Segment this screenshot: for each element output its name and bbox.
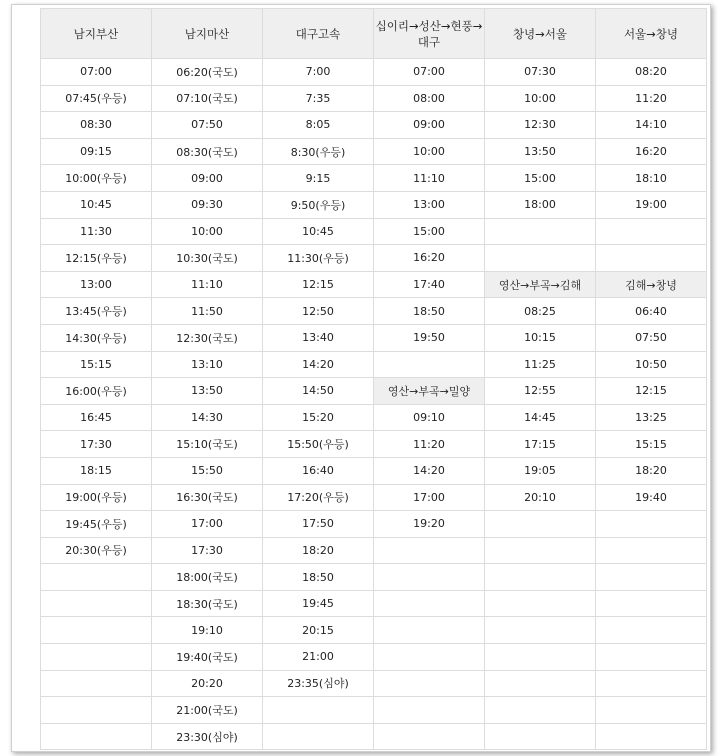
time-cell: 15:15 — [41, 351, 152, 378]
empty-cell — [41, 564, 152, 591]
header-row — [41, 9, 707, 59]
time-cell: 19:40 — [596, 484, 707, 511]
subheader-gimhae-changnyeong: 김해→창녕 — [596, 271, 707, 298]
time-cell: 11:30(우등) — [263, 245, 374, 272]
time-cell: 17:30 — [41, 431, 152, 458]
time-cell: 07:00 — [374, 59, 485, 86]
time-cell: 08:30(국도) — [152, 138, 263, 165]
empty-cell — [596, 723, 707, 750]
table-row — [41, 218, 707, 245]
table-row — [41, 324, 707, 351]
table-row — [41, 298, 707, 325]
time-cell: 08:30 — [41, 112, 152, 139]
time-cell: 09:10 — [374, 404, 485, 431]
time-cell: 12:15 — [263, 271, 374, 298]
time-cell: 15:50(우등) — [263, 431, 374, 458]
time-cell: 18:15 — [41, 457, 152, 484]
subheader-yeongsan-gimhae: 영산→부곡→김해 — [485, 271, 596, 298]
empty-cell — [485, 564, 596, 591]
time-cell: 19:50 — [374, 324, 485, 351]
timetable-body — [41, 59, 707, 750]
empty-cell — [596, 617, 707, 644]
time-cell: 14:30 — [152, 404, 263, 431]
time-cell: 19:40(국도) — [152, 644, 263, 671]
empty-cell — [485, 723, 596, 750]
empty-cell — [374, 644, 485, 671]
bus-timetable — [40, 8, 707, 750]
empty-cell — [263, 697, 374, 724]
table-row — [41, 457, 707, 484]
time-cell: 14:45 — [485, 404, 596, 431]
table-row — [41, 165, 707, 192]
table-row — [41, 484, 707, 511]
time-cell: 17:50 — [263, 511, 374, 538]
time-cell: 20:10 — [485, 484, 596, 511]
time-cell: 19:10 — [152, 617, 263, 644]
time-cell: 15:15 — [596, 431, 707, 458]
time-cell: 18:00(국도) — [152, 564, 263, 591]
col-header-sibiri-daegu: 십이리→성산→현풍→대구 — [374, 9, 485, 59]
time-cell: 13:00 — [41, 271, 152, 298]
time-cell: 9:15 — [263, 165, 374, 192]
empty-cell — [374, 723, 485, 750]
time-cell: 08:25 — [485, 298, 596, 325]
time-cell: 10:30(국도) — [152, 245, 263, 272]
col-header-changnyeong-seoul: 창녕→서울 — [485, 9, 596, 59]
time-cell: 13:40 — [263, 324, 374, 351]
time-cell: 17:15 — [485, 431, 596, 458]
table-row — [41, 670, 707, 697]
empty-cell — [374, 564, 485, 591]
time-cell: 17:00 — [152, 511, 263, 538]
time-cell: 07:45(우등) — [41, 85, 152, 112]
empty-cell — [596, 670, 707, 697]
empty-cell — [596, 697, 707, 724]
empty-cell — [485, 590, 596, 617]
time-cell: 10:00 — [152, 218, 263, 245]
time-cell: 7:35 — [263, 85, 374, 112]
time-cell: 11:20 — [596, 85, 707, 112]
time-cell: 19:05 — [485, 457, 596, 484]
time-cell: 13:50 — [485, 138, 596, 165]
time-cell: 10:45 — [263, 218, 374, 245]
empty-cell — [374, 537, 485, 564]
time-cell: 15:50 — [152, 457, 263, 484]
empty-cell — [41, 590, 152, 617]
time-cell: 14:30(우등) — [41, 324, 152, 351]
empty-cell — [485, 218, 596, 245]
table-row — [41, 537, 707, 564]
time-cell: 10:00 — [485, 85, 596, 112]
empty-cell — [374, 670, 485, 697]
time-cell: 14:10 — [596, 112, 707, 139]
time-cell: 10:15 — [485, 324, 596, 351]
time-cell: 8:05 — [263, 112, 374, 139]
table-row — [41, 112, 707, 139]
time-cell: 14:20 — [374, 457, 485, 484]
time-cell: 15:00 — [374, 218, 485, 245]
time-cell: 09:00 — [374, 112, 485, 139]
time-cell: 16:20 — [374, 245, 485, 272]
time-cell: 12:50 — [263, 298, 374, 325]
time-cell: 11:30 — [41, 218, 152, 245]
table-row — [41, 617, 707, 644]
time-cell: 09:00 — [152, 165, 263, 192]
table-row — [41, 511, 707, 538]
time-cell: 17:30 — [152, 537, 263, 564]
time-cell: 13:50 — [152, 378, 263, 405]
time-cell: 12:30 — [485, 112, 596, 139]
table-row — [41, 85, 707, 112]
time-cell: 13:25 — [596, 404, 707, 431]
time-cell: 16:40 — [263, 457, 374, 484]
empty-cell — [596, 218, 707, 245]
time-cell: 07:50 — [596, 324, 707, 351]
empty-cell — [41, 697, 152, 724]
time-cell: 18:20 — [596, 457, 707, 484]
time-cell: 11:10 — [152, 271, 263, 298]
empty-cell — [374, 351, 485, 378]
time-cell: 11:25 — [485, 351, 596, 378]
time-cell: 12:30(국도) — [152, 324, 263, 351]
empty-cell — [41, 617, 152, 644]
empty-cell — [485, 670, 596, 697]
empty-cell — [41, 723, 152, 750]
time-cell: 14:20 — [263, 351, 374, 378]
time-cell: 15:10(국도) — [152, 431, 263, 458]
empty-cell — [485, 245, 596, 272]
time-cell: 12:55 — [485, 378, 596, 405]
table-row — [41, 404, 707, 431]
time-cell: 08:00 — [374, 85, 485, 112]
time-cell: 14:50 — [263, 378, 374, 405]
subheader-yeongsan-miryang: 영산→부곡→밀양 — [374, 378, 485, 405]
table-row — [41, 644, 707, 671]
time-cell: 16:20 — [596, 138, 707, 165]
time-cell: 19:20 — [374, 511, 485, 538]
empty-cell — [41, 670, 152, 697]
time-cell: 17:40 — [374, 271, 485, 298]
col-header-namji-masan: 남지마산 — [152, 9, 263, 59]
time-cell: 12:15 — [596, 378, 707, 405]
time-cell: 09:30 — [152, 191, 263, 218]
time-cell: 23:35(심야) — [263, 670, 374, 697]
time-cell: 18:20 — [263, 537, 374, 564]
empty-cell — [596, 537, 707, 564]
empty-cell — [485, 511, 596, 538]
time-cell: 15:20 — [263, 404, 374, 431]
empty-cell — [263, 723, 374, 750]
time-cell: 16:00(우등) — [41, 378, 152, 405]
table-row — [41, 590, 707, 617]
time-cell: 10:50 — [596, 351, 707, 378]
empty-cell — [596, 245, 707, 272]
time-cell: 07:50 — [152, 112, 263, 139]
empty-cell — [41, 644, 152, 671]
table-row — [41, 138, 707, 165]
time-cell: 12:15(우등) — [41, 245, 152, 272]
time-cell: 10:00(우등) — [41, 165, 152, 192]
table-row — [41, 59, 707, 86]
empty-cell — [485, 617, 596, 644]
time-cell: 13:00 — [374, 191, 485, 218]
time-cell: 16:45 — [41, 404, 152, 431]
time-cell: 18:50 — [374, 298, 485, 325]
table-row — [41, 191, 707, 218]
time-cell: 8:30(우등) — [263, 138, 374, 165]
time-cell: 15:00 — [485, 165, 596, 192]
time-cell: 06:20(국도) — [152, 59, 263, 86]
empty-cell — [596, 590, 707, 617]
col-header-seoul-changnyeong: 서울→창녕 — [596, 9, 707, 59]
time-cell: 10:45 — [41, 191, 152, 218]
table-row — [41, 723, 707, 750]
table-row — [41, 378, 707, 405]
col-header-namji-busan: 남지부산 — [41, 9, 152, 59]
timetable-frame — [11, 4, 711, 752]
empty-cell — [485, 537, 596, 564]
time-cell: 21:00(국도) — [152, 697, 263, 724]
time-cell: 17:20(우등) — [263, 484, 374, 511]
time-cell: 23:30(심야) — [152, 723, 263, 750]
empty-cell — [596, 511, 707, 538]
table-row — [41, 697, 707, 724]
table-row — [41, 245, 707, 272]
empty-cell — [374, 590, 485, 617]
time-cell: 21:00 — [263, 644, 374, 671]
empty-cell — [596, 564, 707, 591]
col-header-daegu-express: 대구고속 — [263, 9, 374, 59]
time-cell: 10:00 — [374, 138, 485, 165]
time-cell: 11:50 — [152, 298, 263, 325]
time-cell: 20:15 — [263, 617, 374, 644]
time-cell: 19:00(우등) — [41, 484, 152, 511]
time-cell: 19:00 — [596, 191, 707, 218]
time-cell: 16:30(국도) — [152, 484, 263, 511]
empty-cell — [485, 697, 596, 724]
time-cell: 19:45 — [263, 590, 374, 617]
time-cell: 19:45(우등) — [41, 511, 152, 538]
time-cell: 17:00 — [374, 484, 485, 511]
table-row — [41, 271, 707, 298]
time-cell: 13:45(우등) — [41, 298, 152, 325]
time-cell: 18:50 — [263, 564, 374, 591]
table-row — [41, 351, 707, 378]
empty-cell — [596, 644, 707, 671]
time-cell: 07:30 — [485, 59, 596, 86]
time-cell: 18:10 — [596, 165, 707, 192]
time-cell: 07:00 — [41, 59, 152, 86]
time-cell: 06:40 — [596, 298, 707, 325]
empty-cell — [485, 644, 596, 671]
time-cell: 07:10(국도) — [152, 85, 263, 112]
time-cell: 13:10 — [152, 351, 263, 378]
time-cell: 18:30(국도) — [152, 590, 263, 617]
time-cell: 9:50(우등) — [263, 191, 374, 218]
time-cell: 11:20 — [374, 431, 485, 458]
time-cell: 20:30(우등) — [41, 537, 152, 564]
table-row — [41, 431, 707, 458]
time-cell: 18:00 — [485, 191, 596, 218]
time-cell: 09:15 — [41, 138, 152, 165]
time-cell: 7:00 — [263, 59, 374, 86]
time-cell: 20:20 — [152, 670, 263, 697]
empty-cell — [374, 697, 485, 724]
table-row — [41, 564, 707, 591]
empty-cell — [374, 617, 485, 644]
time-cell: 11:10 — [374, 165, 485, 192]
time-cell: 08:20 — [596, 59, 707, 86]
